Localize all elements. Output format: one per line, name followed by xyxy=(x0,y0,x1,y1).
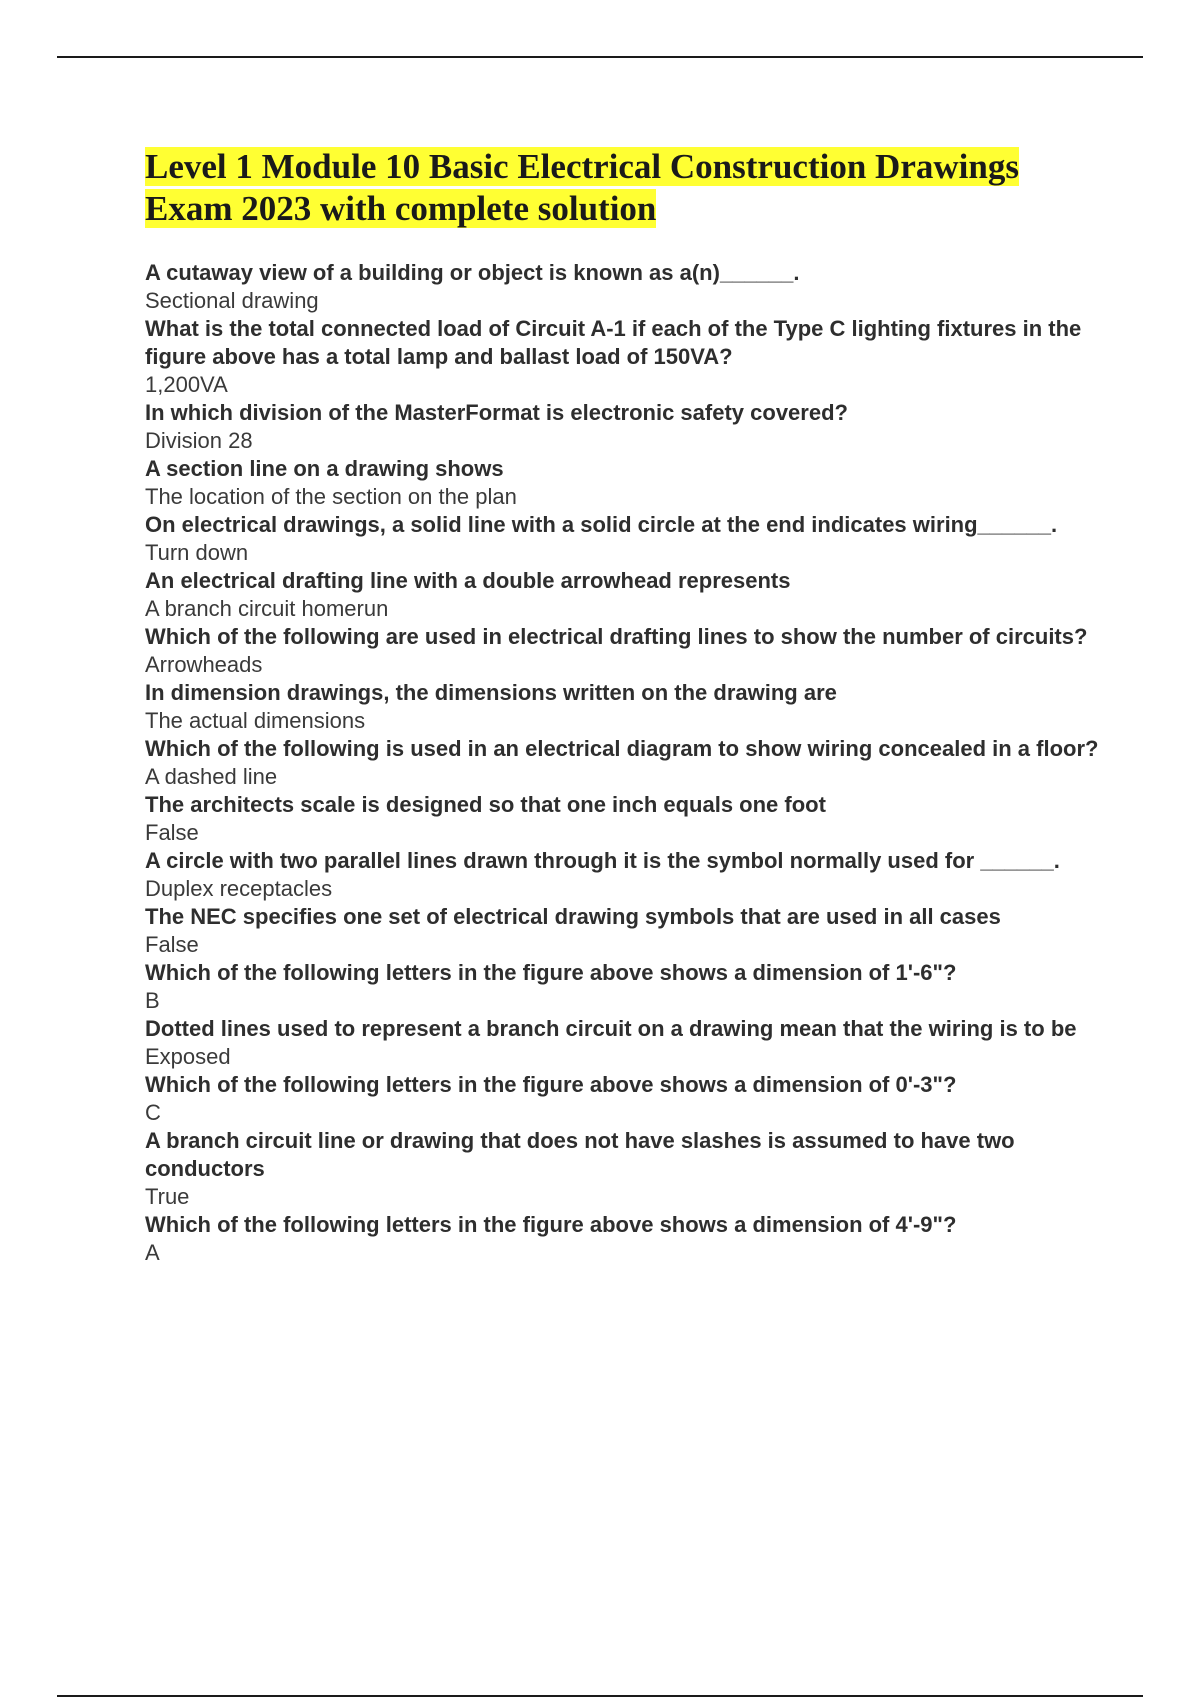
qa-item xyxy=(145,791,1105,847)
question: A branch circuit line or drawing that does not have slashes is assumed to have two conductors xyxy=(145,1128,1015,1181)
answer: True xyxy=(145,1184,190,1209)
answer: C xyxy=(145,1100,161,1125)
top-divider xyxy=(57,56,1143,58)
qa-item xyxy=(145,679,1105,735)
question: On electrical drawings, a solid line with a solid circle at the end indicates wiring______. xyxy=(145,512,1058,537)
qa-item xyxy=(145,959,1105,1015)
question: In dimension drawings, the dimensions written on the drawing are xyxy=(145,680,837,705)
question: An electrical drafting line with a double arrowhead represents xyxy=(145,568,791,593)
question: The NEC specifies one set of electrical drawing symbols that are used in all cases xyxy=(145,904,1001,929)
question: What is the total connected load of Circuit A-1 if each of the Type C lighting fixtures in the figure above has a total lamp and ballast load of 150VA? xyxy=(145,316,1082,369)
qa-item xyxy=(145,1071,1105,1127)
answer: Sectional drawing xyxy=(145,288,319,313)
question: Dotted lines used to represent a branch circuit on a drawing mean that the wiring is to be xyxy=(145,1016,1077,1041)
qa-list xyxy=(145,259,1105,1267)
answer: False xyxy=(145,820,199,845)
question: Which of the following letters in the figure above shows a dimension of 0'-3"? xyxy=(145,1072,957,1097)
qa-item xyxy=(145,847,1105,903)
document-title xyxy=(145,146,1105,230)
qa-item xyxy=(145,315,1105,399)
qa-item xyxy=(145,903,1105,959)
answer: Division 28 xyxy=(145,428,253,453)
answer: Arrowheads xyxy=(145,652,263,677)
question: Which of the following is used in an electrical diagram to show wiring concealed in a floor? xyxy=(145,736,1099,761)
qa-item xyxy=(145,455,1105,511)
answer: Turn down xyxy=(145,540,249,565)
qa-item xyxy=(145,399,1105,455)
answer: False xyxy=(145,932,199,957)
answer: A xyxy=(145,1240,160,1265)
answer: Exposed xyxy=(145,1044,231,1069)
question: In which division of the MasterFormat is electronic safety covered? xyxy=(145,400,848,425)
qa-item xyxy=(145,1127,1105,1211)
answer: A branch circuit homerun xyxy=(145,596,389,621)
question: A circle with two parallel lines drawn through it is the symbol normally used for ______. xyxy=(145,848,1060,873)
answer: 1,200VA xyxy=(145,372,228,397)
answer: The actual dimensions xyxy=(145,708,366,733)
question: A section line on a drawing shows xyxy=(145,456,504,481)
answer: The location of the section on the plan xyxy=(145,484,517,509)
qa-item xyxy=(145,567,1105,623)
qa-item xyxy=(145,511,1105,567)
qa-item xyxy=(145,1015,1105,1071)
qa-item xyxy=(145,259,1105,315)
document-title-text: Level 1 Module 10 Basic Electrical Construction Drawings Exam 2023 with complete solution xyxy=(145,147,1019,228)
question: Which of the following letters in the figure above shows a dimension of 1'-6"? xyxy=(145,960,957,985)
qa-item xyxy=(145,735,1105,791)
qa-item xyxy=(145,1211,1105,1267)
qa-item xyxy=(145,623,1105,679)
question: The architects scale is designed so that one inch equals one foot xyxy=(145,792,826,817)
answer: B xyxy=(145,988,160,1013)
question: Which of the following letters in the figure above shows a dimension of 4'-9"? xyxy=(145,1212,957,1237)
question: A cutaway view of a building or object is known as a(n)______. xyxy=(145,260,800,285)
answer: Duplex receptacles xyxy=(145,876,333,901)
answer: A dashed line xyxy=(145,764,278,789)
bottom-divider xyxy=(57,1695,1143,1697)
question: Which of the following are used in electrical drafting lines to show the number of circuits? xyxy=(145,624,1088,649)
